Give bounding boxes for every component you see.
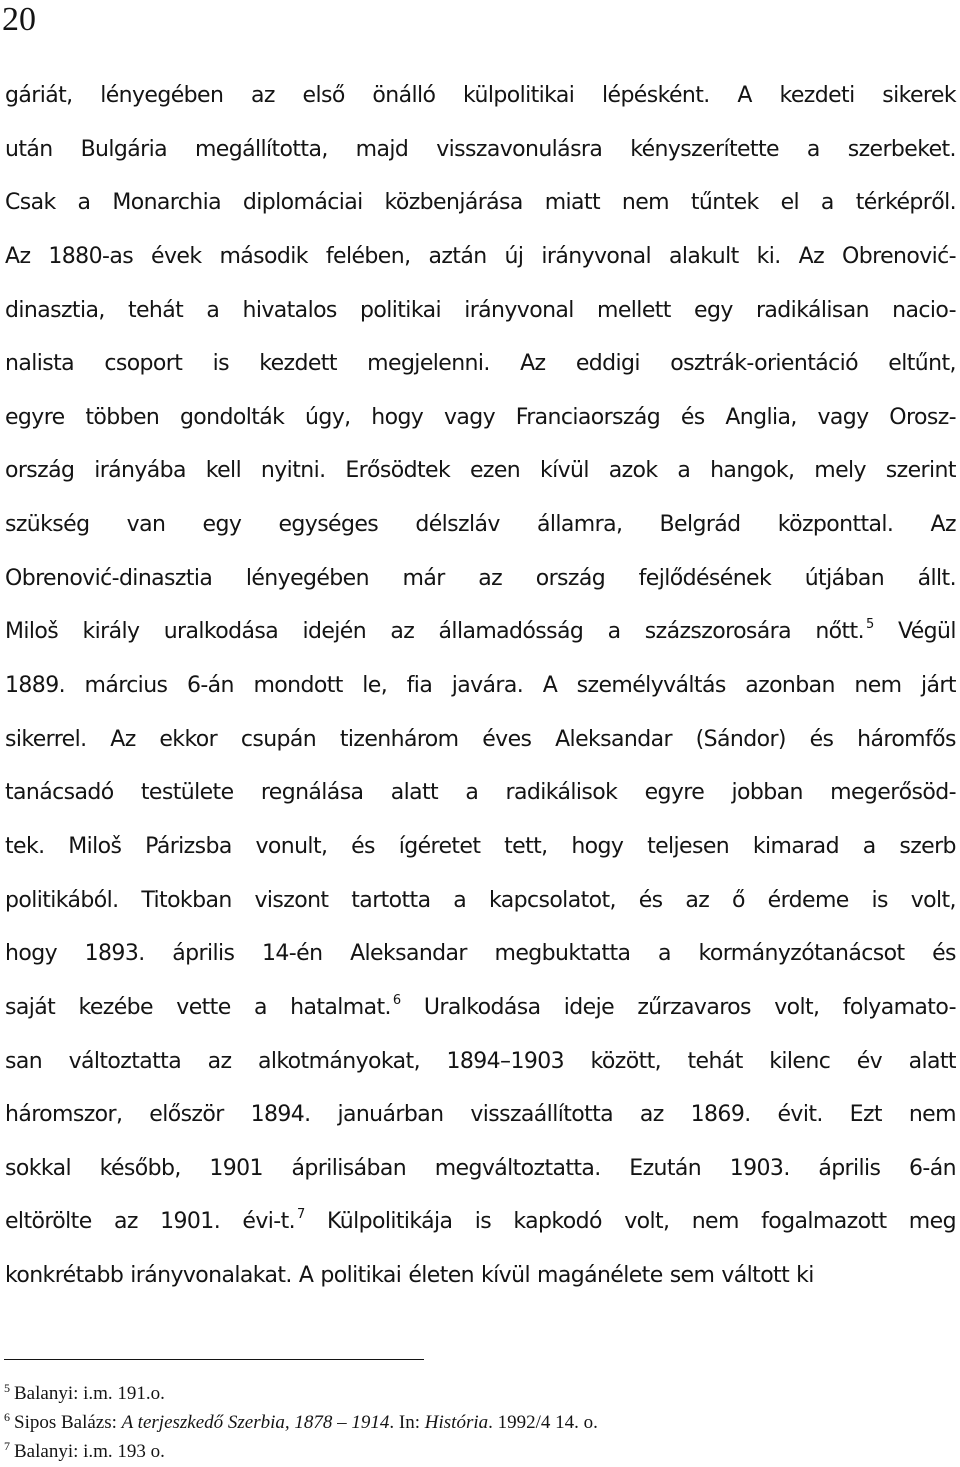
word: és	[680, 404, 705, 430]
word: Aleksandar	[350, 941, 467, 967]
footnote-7	[4, 1438, 904, 1467]
footnote-text-journal: História	[424, 1412, 489, 1433]
word: osztrák-orientáció	[670, 351, 858, 377]
word: Miloš	[5, 619, 59, 645]
word: új	[504, 243, 524, 269]
word: Obrenović-dinasztia	[5, 565, 213, 591]
word: április	[818, 1155, 881, 1181]
word: Az	[5, 243, 31, 269]
word: Külpolitikája	[327, 1209, 453, 1235]
word: alkotmányokat,	[257, 1048, 420, 1074]
footnote-text-issue: . 1992/4 14. o.	[488, 1412, 598, 1433]
word: azonban	[745, 673, 835, 699]
word: később,	[99, 1155, 181, 1181]
word: sikerek	[882, 83, 956, 108]
word: és	[638, 887, 663, 913]
footnote-text-title: A terjeszkedő Szerbia, 1878 – 1914	[121, 1412, 390, 1433]
word: háromfős	[857, 726, 956, 752]
text-line	[5, 230, 956, 284]
word: szerint	[885, 458, 956, 484]
word: Az	[110, 726, 136, 752]
word: uralkodása	[163, 619, 279, 645]
word: egy	[202, 512, 242, 538]
word: Uralkodása	[423, 994, 541, 1020]
word: javára.	[451, 673, 524, 699]
word: 1903.	[729, 1155, 790, 1181]
word: 1893.	[84, 941, 145, 967]
word: fogalmazott	[761, 1209, 887, 1235]
word: külpolitikai	[463, 83, 575, 108]
word: hangok,	[710, 458, 795, 484]
word: Végül	[897, 619, 956, 645]
word: kívül	[481, 1263, 530, 1289]
word: nem	[908, 1102, 956, 1128]
word: az	[478, 565, 503, 591]
word: teljesen	[647, 833, 730, 859]
word: sikerrel.	[5, 726, 87, 752]
text-line	[5, 444, 956, 498]
word: is	[871, 887, 888, 913]
word: hogy	[571, 833, 624, 859]
word: ezen	[469, 458, 521, 484]
word: kapcsolatot,	[488, 887, 616, 913]
word: ország	[5, 458, 75, 484]
text-line	[5, 1035, 956, 1089]
word: államadósság	[438, 619, 584, 645]
word: irányába	[94, 458, 186, 484]
word: csoport	[104, 351, 183, 377]
word: A	[298, 1263, 314, 1289]
word: központtal.	[777, 512, 894, 538]
word: Csak	[5, 190, 56, 216]
text-line	[5, 552, 956, 606]
word: megváltoztatta.	[434, 1155, 601, 1181]
body-text	[5, 69, 956, 1303]
word: ország	[535, 565, 606, 591]
word: sem	[669, 1263, 715, 1289]
word: kell	[205, 458, 242, 484]
word: kívül	[539, 458, 589, 484]
word: irányvonal	[464, 297, 574, 323]
footnote-number: 6	[4, 1410, 10, 1424]
footnote-5	[4, 1380, 904, 1409]
word: alakult	[669, 243, 739, 269]
word: majd	[355, 136, 409, 162]
word: fejlődésének	[638, 565, 772, 591]
footnotes	[4, 1380, 904, 1467]
word: tanácsadó	[5, 780, 114, 806]
word: konkrétabb	[5, 1263, 124, 1289]
word: 6-án	[186, 673, 234, 699]
text-line	[5, 659, 956, 713]
word: háromszor,	[5, 1102, 123, 1128]
word: van	[126, 512, 166, 538]
word: ő	[731, 887, 745, 913]
word: tizenhárom	[339, 726, 459, 752]
word: vette	[176, 994, 231, 1020]
word: először	[149, 1102, 224, 1128]
word: fia	[406, 673, 433, 699]
word: április	[172, 941, 235, 967]
word: kimarad	[752, 833, 839, 859]
word: a	[453, 887, 467, 913]
text-line	[5, 713, 956, 767]
word: jobban	[731, 780, 803, 806]
word: eddigi	[575, 351, 640, 377]
word: és	[809, 726, 834, 752]
word: 1894–1903	[446, 1048, 565, 1074]
word: Az	[520, 351, 546, 377]
word: el	[780, 190, 800, 216]
word: személyváltás	[576, 673, 726, 699]
word: tehát	[687, 1048, 743, 1074]
word: megerősöd-	[830, 780, 956, 806]
word: Az	[798, 243, 825, 269]
word: vagy	[817, 404, 869, 430]
word: 1901	[209, 1155, 263, 1181]
word: államra,	[537, 512, 623, 538]
word: A	[737, 83, 752, 108]
word: visszavonulásra	[436, 136, 603, 162]
word: folyamato-	[842, 994, 956, 1020]
text-line	[5, 1142, 956, 1196]
footnote-reference[interactable]: 7	[297, 1207, 305, 1223]
word: többen	[85, 404, 160, 430]
word: hivatalos	[242, 297, 337, 323]
word: 14-én	[262, 941, 323, 967]
text-line	[5, 1195, 956, 1249]
word: évit.	[777, 1102, 823, 1128]
word: szükség	[5, 512, 90, 538]
word: változtatta	[68, 1048, 182, 1074]
word: nacio-	[892, 297, 956, 323]
word: politikai	[360, 297, 441, 323]
word: megállította,	[194, 136, 328, 162]
word: évek	[151, 243, 202, 269]
word: útjában	[804, 565, 885, 591]
word: nem	[691, 1209, 739, 1235]
word: a	[862, 833, 876, 859]
word: irányvonal	[541, 243, 652, 269]
word: viszont	[254, 887, 329, 913]
word: saját	[5, 994, 56, 1020]
word: testülete	[140, 780, 234, 806]
word: ideje	[563, 994, 615, 1020]
word: A	[542, 673, 558, 699]
word: gáriát,	[5, 83, 73, 108]
text-line	[5, 820, 956, 874]
word: megjelenni.	[367, 351, 490, 377]
word: csupán	[240, 726, 317, 752]
text-line	[5, 498, 956, 552]
word: állt.	[917, 565, 956, 591]
text-line	[5, 1088, 956, 1142]
word: Aleksandar	[555, 726, 672, 752]
word: életen	[408, 1263, 474, 1289]
word: volt,	[624, 1209, 670, 1235]
word: tartotta	[351, 887, 431, 913]
word: Orosz-	[889, 404, 956, 430]
text-line	[5, 123, 956, 177]
word: éves	[482, 726, 532, 752]
word: mely	[814, 458, 866, 484]
word: gondolták	[179, 404, 285, 430]
word: március	[84, 673, 168, 699]
text-line	[5, 927, 956, 981]
word: a	[253, 994, 267, 1020]
word: eltörölte	[5, 1209, 92, 1235]
word: közbenjárása	[384, 190, 523, 216]
word: és	[351, 833, 375, 859]
word: nem	[854, 673, 902, 699]
footnote-text: Balanyi: i.m. 191.o.	[14, 1383, 165, 1404]
word: az	[250, 83, 275, 108]
word: januárban	[337, 1102, 444, 1128]
word: volt,	[910, 887, 956, 913]
word: a	[806, 136, 820, 162]
word: százszorosára	[644, 619, 791, 645]
word: ki.	[756, 243, 781, 269]
word: a	[677, 458, 691, 484]
word: Bulgária	[80, 136, 167, 162]
word: egyre	[5, 404, 65, 430]
footnote-text-author: Sipos Balázs:	[14, 1412, 122, 1433]
text-line	[5, 69, 956, 123]
word: Titokban	[141, 887, 232, 913]
word: lényegében	[245, 565, 369, 591]
word: alatt	[390, 780, 439, 806]
word: eltűnt,	[888, 351, 956, 377]
word: Franciaország	[515, 404, 661, 430]
word: radikálisan	[755, 297, 869, 323]
word: után	[5, 136, 53, 162]
word: váltott	[721, 1263, 790, 1289]
word: regnálása	[260, 780, 364, 806]
word: 1901.	[160, 1209, 221, 1235]
footnote-reference[interactable]: 6	[392, 992, 401, 1008]
word: 1894.	[250, 1102, 311, 1128]
word: 6-án	[909, 1155, 956, 1181]
text-line	[5, 391, 956, 445]
word: járt	[921, 673, 956, 699]
word: Az	[930, 512, 956, 538]
word: Ezt	[849, 1102, 882, 1128]
word: meg	[908, 1209, 956, 1235]
word: kényszerítette	[630, 136, 779, 162]
footnote-divider	[4, 1359, 424, 1360]
text-line	[5, 337, 956, 391]
word: kezébe	[78, 994, 153, 1020]
word: első	[302, 83, 345, 108]
word: lépésként.	[602, 83, 710, 108]
word: év	[856, 1048, 883, 1074]
word: évi-t. $^7$	[242, 1207, 305, 1235]
word: nőtt. $^5$	[815, 617, 874, 645]
text-line	[5, 284, 956, 338]
word: a	[820, 190, 834, 216]
word: (Sándor)	[695, 726, 786, 752]
word: úgy,	[305, 404, 351, 430]
word: Erősödtek	[345, 458, 451, 484]
word: megbuktatta	[494, 941, 631, 967]
word: ígéretet	[398, 833, 481, 859]
word: visszaállította	[470, 1102, 614, 1128]
footnote-text: Balanyi: i.m. 193 o.	[14, 1441, 165, 1462]
word: 1880-as	[48, 243, 134, 269]
word: az	[207, 1048, 232, 1074]
word: kezdeti	[779, 83, 855, 108]
word: vonult,	[255, 833, 328, 859]
word: zűrzavaros	[637, 994, 751, 1020]
word: áprilisában	[291, 1155, 407, 1181]
word: szerb	[899, 833, 956, 859]
word: le,	[362, 673, 388, 699]
text-line	[5, 176, 956, 230]
word: hogy	[371, 404, 424, 430]
word: az	[685, 887, 710, 913]
word: már	[402, 565, 445, 591]
word: tűntek	[690, 190, 759, 216]
word: nyitni.	[260, 458, 326, 484]
text-line	[5, 874, 956, 928]
word: egyre	[644, 780, 705, 806]
word: tett,	[504, 833, 548, 859]
word: és	[932, 941, 956, 967]
word: a	[465, 780, 479, 806]
word: kezdett	[259, 351, 337, 377]
word: radikálisok	[505, 780, 618, 806]
word: idején	[302, 619, 367, 645]
word: lényegében	[100, 83, 224, 108]
page-number: 20	[2, 1, 36, 38]
word: hatalmat. $^6$	[290, 992, 401, 1020]
footnote-reference[interactable]: 5	[865, 617, 874, 633]
word: 1889.	[5, 673, 65, 699]
text-line	[5, 766, 956, 820]
word: király	[82, 619, 140, 645]
word: az	[639, 1102, 664, 1128]
word: Obrenović-	[842, 243, 956, 269]
word: tehát	[127, 297, 184, 323]
word: sokkal	[5, 1155, 72, 1181]
word: irányvonalakat.	[130, 1263, 292, 1289]
text-line	[5, 1249, 956, 1303]
word: Ezután	[629, 1155, 702, 1181]
word: a	[77, 190, 91, 216]
word: a	[206, 297, 220, 323]
word: Belgrád	[659, 512, 741, 538]
word: érdeme	[767, 887, 849, 913]
word: volt,	[774, 994, 820, 1020]
word: diplomáciai	[242, 190, 363, 216]
word: az	[113, 1209, 138, 1235]
word: is	[212, 351, 229, 377]
word: ki	[796, 1263, 814, 1289]
word: nalista	[5, 351, 75, 377]
word: magánélete	[537, 1263, 663, 1289]
text-line	[5, 605, 956, 659]
word: önálló	[372, 83, 436, 108]
word: hogy	[5, 941, 57, 967]
word: aztán	[428, 243, 487, 269]
word: ekkor	[159, 726, 218, 752]
word: is	[474, 1209, 492, 1235]
word: térképről.	[855, 190, 956, 216]
word: felében,	[325, 243, 411, 269]
word: Párizsba	[145, 833, 232, 859]
word: san	[5, 1048, 43, 1074]
word: miatt	[544, 190, 600, 216]
word: Miloš	[68, 833, 122, 859]
text-line	[5, 981, 956, 1035]
word: második	[219, 243, 308, 269]
word: tek.	[5, 833, 45, 859]
word: délszláv	[415, 512, 500, 538]
footnote-text-in: . In:	[389, 1412, 425, 1433]
word: politikából.	[5, 887, 119, 913]
word: kilenc	[769, 1048, 831, 1074]
word: vagy	[443, 404, 496, 430]
word: 1869.	[690, 1102, 751, 1128]
word: Monarchia	[112, 190, 221, 216]
word: szerbeket.	[847, 136, 956, 162]
word: mellett	[597, 297, 671, 323]
word: politikai	[320, 1263, 402, 1289]
word: egységes	[278, 512, 379, 538]
word: Anglia,	[725, 404, 797, 430]
word: kormányzótanácsot	[698, 941, 905, 967]
word: kapkodó	[513, 1209, 602, 1235]
word: egy	[694, 297, 733, 323]
footnote-6	[4, 1409, 904, 1438]
footnote-number: 7	[4, 1439, 10, 1453]
word: az	[390, 619, 415, 645]
word: nem	[621, 190, 669, 216]
word: alatt	[908, 1048, 956, 1074]
word: azok	[608, 458, 658, 484]
footnote-number: 5	[4, 1381, 10, 1395]
word: mondott	[253, 673, 343, 699]
word: a	[607, 619, 621, 645]
word: között,	[590, 1048, 662, 1074]
word: a	[658, 941, 671, 967]
word: dinasztia,	[5, 297, 105, 323]
